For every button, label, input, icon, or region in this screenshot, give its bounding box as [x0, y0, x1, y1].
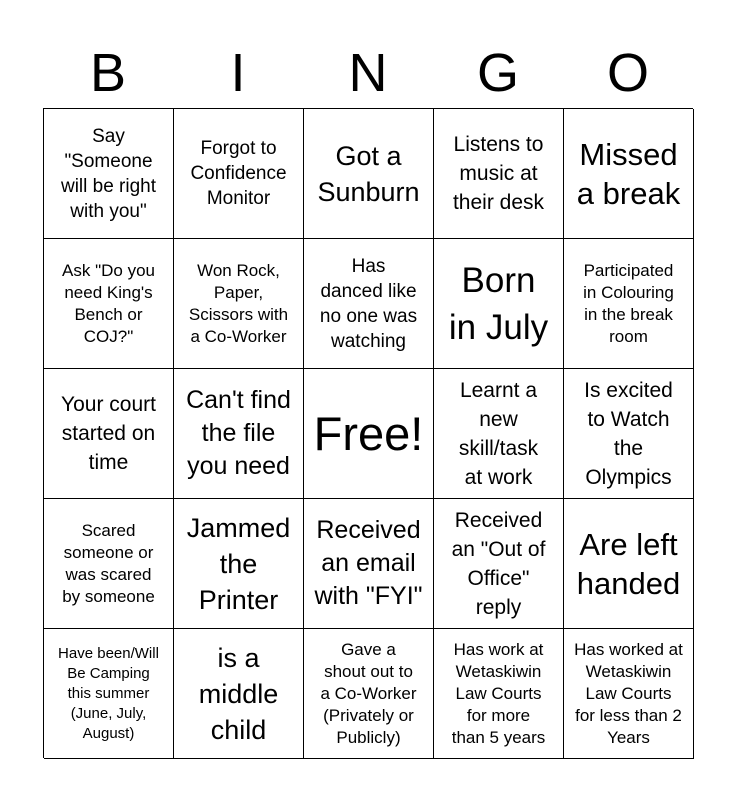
bingo-cell-r4-c3[interactable]: Has work at Wetaskiwin Law Courts for more than 5 years: [434, 629, 564, 759]
bingo-cell-r4-c2[interactable]: Gave a shout out to a Co-Worker (Privately or Publicly): [304, 629, 434, 759]
bingo-cell-r1-c4[interactable]: Participated in Colouring in the break room: [564, 239, 694, 369]
bingo-cell-r0-c4[interactable]: Missed a break: [564, 109, 694, 239]
header-letter-n: N: [348, 43, 388, 103]
bingo-cell-r3-c3[interactable]: Received an "Out of Office" reply: [434, 499, 564, 629]
bingo-cell-r0-c2[interactable]: Got a Sunburn: [304, 109, 434, 239]
bingo-cell-r3-c4[interactable]: Are left handed: [564, 499, 694, 629]
header-letter-o: O: [606, 43, 649, 103]
header-letter-b: B: [89, 43, 127, 103]
bingo-cell-r2-c1[interactable]: Can't find the file you need: [174, 369, 304, 499]
bingo-cell-r2-c4[interactable]: Is excited to Watch the Olympics: [564, 369, 694, 499]
bingo-cell-r4-c1[interactable]: is a middle child: [174, 629, 304, 759]
bingo-board: [43, 108, 693, 758]
bingo-cell-r0-c1[interactable]: Forgot to Confidence Monitor: [174, 109, 304, 239]
header-letter-i: I: [230, 43, 246, 103]
bingo-cell-r1-c2[interactable]: Has danced like no one was watching: [304, 239, 434, 369]
bingo-cell-r2-c0[interactable]: Your court started on time: [44, 369, 174, 499]
bingo-cell-r0-c3[interactable]: Listens to music at their desk: [434, 109, 564, 239]
bingo-cell-r1-c0[interactable]: Ask "Do you need King's Bench or COJ?": [44, 239, 174, 369]
bingo-cell-r3-c1[interactable]: Jammed the Printer: [174, 499, 304, 629]
bingo-cell-r3-c2[interactable]: Received an email with "FYI": [304, 499, 434, 629]
bingo-cell-r1-c3[interactable]: Born in July: [434, 239, 564, 369]
bingo-cell-r0-c0[interactable]: Say "Someone will be right with you": [44, 109, 174, 239]
bingo-cell-r4-c0[interactable]: Have been/Will Be Camping this summer (June, July, August): [44, 629, 174, 759]
bingo-cell-r4-c4[interactable]: Has worked at Wetaskiwin Law Courts for less than 2 Years: [564, 629, 694, 759]
bingo-cell-free-space[interactable]: Free!: [304, 369, 434, 499]
header-letter-g: G: [476, 43, 519, 103]
bingo-cell-r3-c0[interactable]: Scared someone or was scared by someone: [44, 499, 174, 629]
bingo-cell-r1-c1[interactable]: Won Rock, Paper, Scissors with a Co-Worker: [174, 239, 304, 369]
bingo-cell-r2-c3[interactable]: Learnt a new skill/task at work: [434, 369, 564, 499]
bingo-header: [43, 38, 693, 108]
